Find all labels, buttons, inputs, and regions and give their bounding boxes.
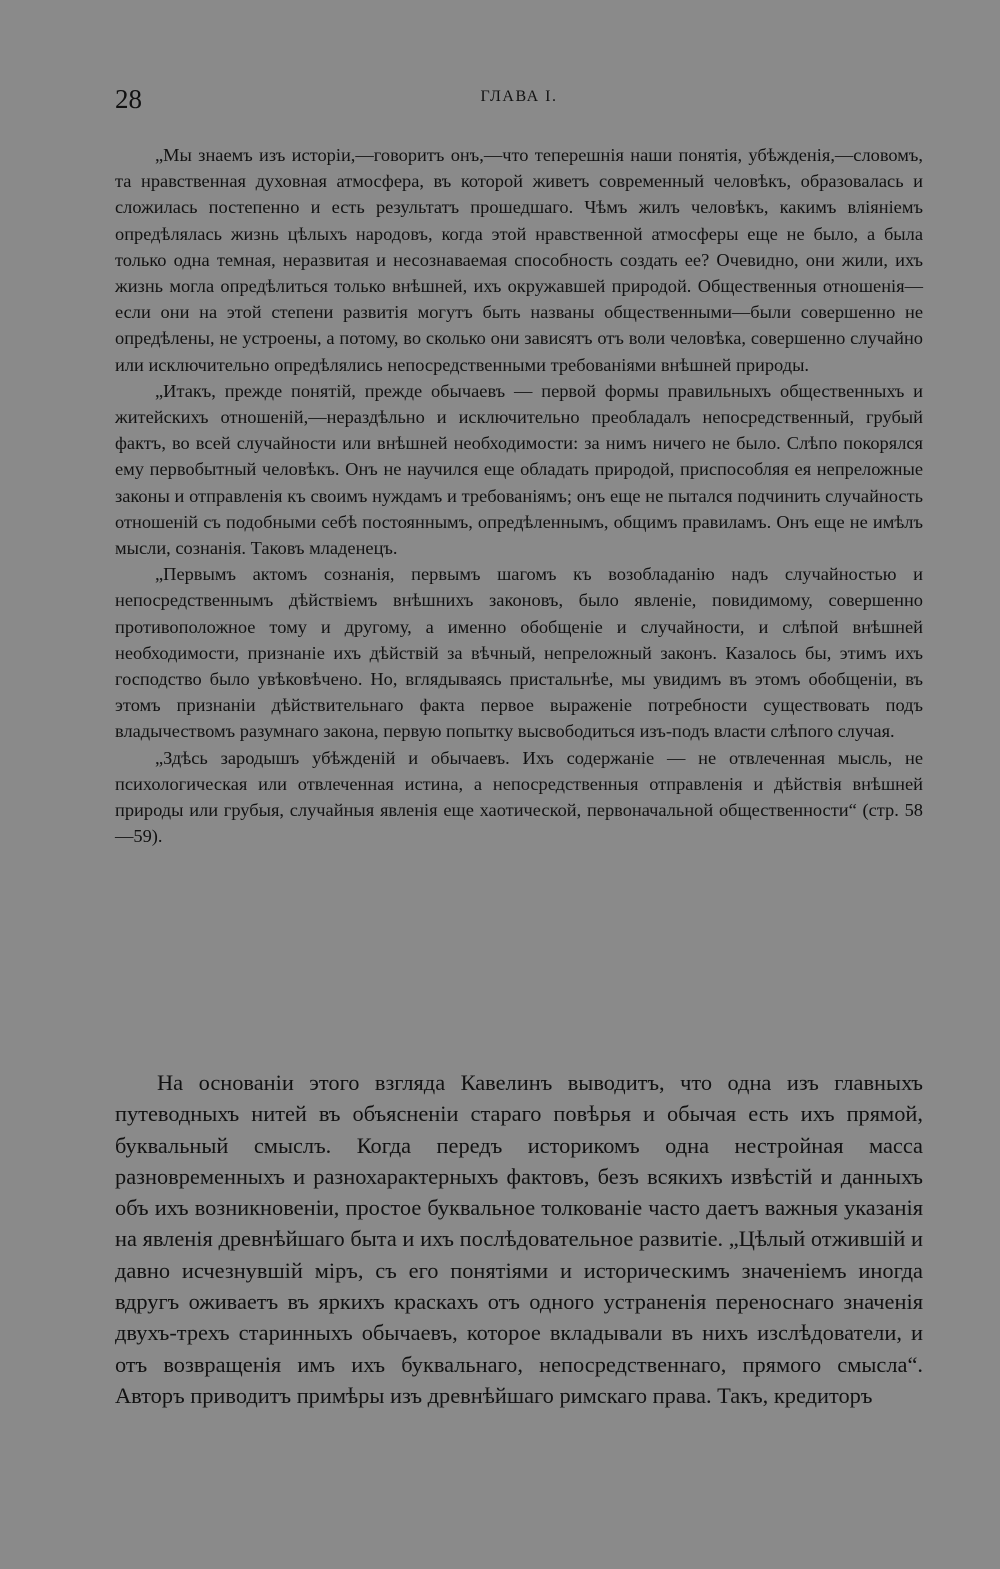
body-paragraph: На основаніи этого взгляда Кавелинъ выводитъ, что одна изъ главныхъ путеводныхъ нитей въ объясненіи стараго повѣрья и обычая есть ихъ прямой, буквальный смыслъ. Когда передъ историкомъ одна нестройная масса разновременныхъ и разнохарактерныхъ фактовъ, безъ всякихъ извѣстій и данныхъ объ ихъ возникновеніи, простое буквальное толкованіе часто даетъ важныя указанія на явленія древнѣйшаго быта и ихъ послѣдовательное развитіе. „Цѣлый отжившій и давно исчезнувшій міръ, съ его понятіями и историческимъ значеніемъ иногда вдругъ оживаетъ въ яркихъ краскахъ отъ одного устраненія переноснаго значенія двухъ-трехъ старинныхъ обычаевъ, которое вкладывали въ нихъ изслѣдователи, и отъ возвращенія имъ ихъ буквальнаго, непосредственнаго, прямого смысла“. Авторъ приводитъ примѣры изъ древнѣйшаго римскаго права. Такъ, кредиторъ [115, 1070, 923, 1408]
quote-paragraph: „Мы знаемъ изъ исторіи,—говоритъ онъ,—что теперешнія наши понятія, убѣжденія,—словомъ, та нравственная духовная атмосфера, въ которой живетъ современный человѣкъ, образовалась и сложилась постепенно и есть результатъ прошедшаго. Чѣмъ жилъ человѣкъ, какимъ вліяніемъ опредѣлялась жизнь цѣлыхъ народовъ, когда этой нравственной атмосферы еще не было, а была только одна темная, неразвитая и несознаваемая способность создать ее? Очевидно, они жили, ихъ жизнь могла опредѣлиться только внѣшней, ихъ окружавшей природой. Общественныя отношенія—если они на этой степени развитія могутъ быть названы общественными—были совершенно не опредѣлены, не устроены, а потому, во сколько они зависятъ отъ воли человѣка, совершенно случайно или исключительно опредѣлялись непосредственными требованіями внѣшней природы. [115, 145, 923, 375]
quote-paragraph: „Итакъ, прежде понятій, прежде обычаевъ — первой формы правильныхъ общественныхъ и житейскихъ отношеній,—нераздѣльно и исключительно преобладалъ непосредственный, грубый фактъ, во всей случайности или внѣшней необходимости: за нимъ ничего не было. Слѣпо покорялся ему первобытный человѣкъ. Онъ не научился еще обладать природой, приспособляя ея непреложные законы и отправленія къ своимъ нуждамъ и требованіямъ; онъ еще не пытался подчинить случайность отношеній съ подобными себѣ постояннымъ, опредѣленнымъ, общимъ правиламъ. Онъ еще не имѣлъ мысли, сознанія. Таковъ младенецъ. [115, 380, 923, 559]
body-text [115, 1067, 923, 1411]
quote-paragraph: „Первымъ актомъ сознанія, первымъ шагомъ къ возобладанію надъ случайностью и непосредственнымъ дѣйствіемъ внѣшнихъ законовъ, было явленіе, повидимому, совершенно противоположное тому и другому, а именно обобщеніе и случайности, и слѣпой внѣшней необходимости, признаніе ихъ дѣйствій за вѣчный, непреложный законъ. Казалось бы, этимъ ихъ господство было увѣковѣчено. Но, вглядываясь пристальнѣе, мы увидимъ въ этомъ обобщеніи, въ этомъ признаніи дѣйствительнаго факта первое выраженіе потребности существовать подъ владычествомъ разумнаго закона, первую попытку высвободиться изъ-подъ власти слѣпого случая. [115, 564, 923, 742]
quote-paragraph: „Здѣсь зародышъ убѣжденій и обычаевъ. Ихъ содержаніе — не отвлеченная мысль, не психологическая или отвлеченная истина, а непосредственныя отправленія и дѣйствія внѣшней природы или грубыя, случайныя явленія еще хаотической, первоначальной общественности“ (стр. 58—59). [115, 747, 923, 847]
quoted-passage [115, 142, 923, 849]
running-head: ГЛАВА I. [480, 88, 558, 105]
page-number: 28 [115, 84, 142, 114]
page-header [115, 82, 923, 116]
